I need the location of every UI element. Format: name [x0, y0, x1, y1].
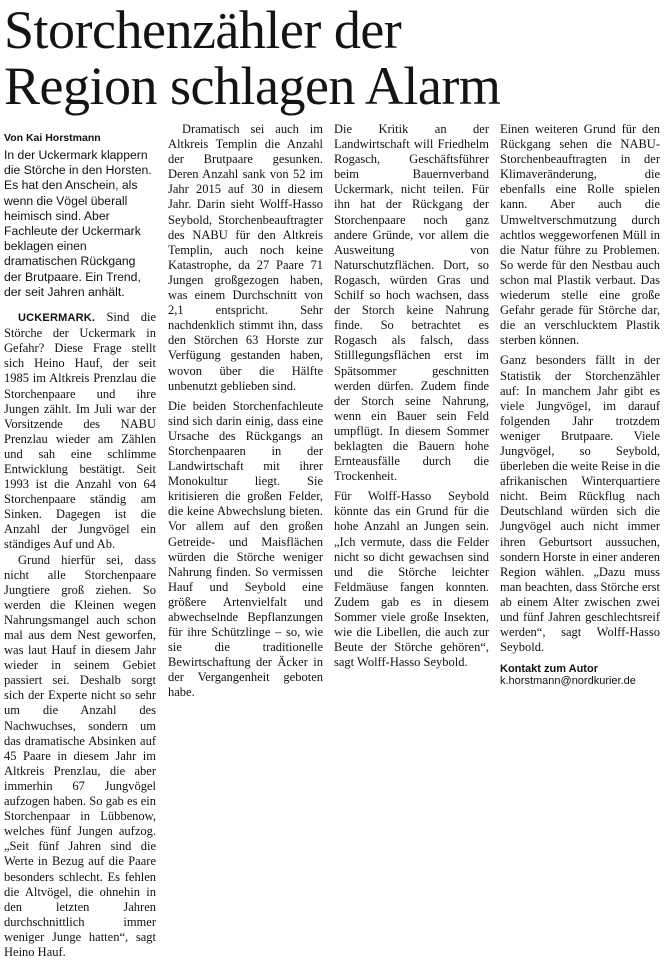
byline: Von Kai Horstmann: [4, 132, 101, 144]
column-2: [168, 122, 323, 718]
headline: [4, 0, 663, 114]
column-4: [500, 122, 660, 718]
intro-teaser: In der Uckermark klappern die Störche in den Horsten. Es hat den Anschein, als wenn die Vögel überall heimisch sind. Aber Fachleute der Uckermark beklagen einen dramatischen Rückgang der Brutpaare. Ein Trend, der seit Jahren anhält.: [4, 148, 152, 299]
contact-title: Kontakt zum Autor: [500, 663, 598, 676]
author-email-link[interactable]: k.horstmann@nordkurier.de: [500, 675, 636, 688]
article-body: [4, 122, 663, 959]
headline-line-1: Storchenzähler der: [4, 0, 402, 60]
paragraph: Grund hierfür sei, dass nicht alle Storchenpaare Jungtiere groß ziehen. So werden die Kleinen wegen Nahrungsmangel auch schon mal aus dem Nest geworfen, was laut Hauf in diesem Jahr wieder in seinem Gebiet passiert sei. Deshalb sorgt sich der Experte nicht so sehr um die Anzahl des Nachwuchses, sondern um das dramatische Absinken auf 45 Paare in diesem Jahr im Altkreis Prenzlau, die aber immerhin 67 Jungvögel aufzogen haben. So gab es ein Storchenpaar in Lübbenow, welches fünf Jungen aufzog. „Seit fünf Jahren sind die Werte in Bezug auf die Paare besonders schlecht. Es fehlen die Altvögel, die ohnehin in den letzten Jahren durchschnittlich immer weniger Junge hatten“, sagt Heino Hauf.: [4, 552, 156, 959]
paragraph: Einen weiteren Grund für den Rückgang sehen die NABU-Storchenbeauftragten in der Klimaveränderung, die ebenfalls eine Rolle spielen kann. Aber auch die Umweltverschmutzung durch achtlos weggeworfenen Müll in die Natur führe zu Problemen. So werde für den Nestbau auch schon mal Plastik verbaut. Das wiederum stelle eine große Gefahr gerade für Störche dar, die an verschlucktem Plastik sterben können.: [500, 122, 660, 348]
dateline: UCKERMARK.: [18, 312, 96, 325]
paragraph: Die Kritik an der Landwirtschaft will Friedhelm Rogasch, Geschäftsführer beim Bauernverband Uckermark, nicht teilen. Für ihn hat der Rückgang der Storchenpaare noch ganz andere Gründe, vor allem die Ausweitung von Naturschutzflächen. Dort, so Rogasch, würden Gras und Schilf so hoch wachsen, dass der Storch keine Nahrung finde. So betrachtet es Rogasch als falsch, dass Stilllegungsflächen erst im Spätsommer geschnitten werden dürfen. Zudem finde der Storch seine Nahrung, wenn ein Bauer sein Feld umpflügt. In diesem Sommer beklagten die Bauern hohe Ernteausfälle durch die Trockenheit.: [334, 122, 489, 484]
paragraph: Ganz besonders fällt in der Statistik der Storchenzähler auf: In manchem Jahr gibt es viele Jungvögel, im darauf folgenden Jahr trotzdem weniger Brutpaare. Viele Jungvögel, so Seybold, überleben die weite Reise in die afrikanischen Winterquartiere nicht. Beim Rückflug nach Deutschland würden sich die Jungvögel auch nicht immer ihren Geburtsort aussuchen, sondern Horste in einer anderen Region wählen. „Dazu muss man beachten, dass Störche erst ab einem Alter zwischen zwei und fünf Jahren geschlechtsreif werden“, sagt Wolff-Hasso Seybold.: [500, 353, 661, 655]
column-3: [334, 122, 489, 718]
headline-line-2: Region schlagen Alarm: [4, 56, 501, 116]
paragraph-text: Sind die Störche der Uckermark in Gefahr? Diese Frage stellt sich Heino Hauf, der seit 1985 im Altkreis Prenzlau die Storchenpaare und ihre Jungen zählt. Im Juli war der Vorsitzende des NABU Prenzlau wieder am Zählen und sah eine schlimme Entwicklung bestätigt. Seit 1993 ist die Anzahl von 64 Storchenpaare ständig am Sinken. Dagegen ist die Anzahl der Jungvögel ein ständiges Auf und Ab.: [4, 310, 156, 552]
paragraph: [4, 310, 156, 553]
paragraph: Für Wolff-Hasso Seybold könnte das ein Grund für die hohe Anzahl an Jungen sein. „Ich vermute, dass die Felder nicht so dicht gewachsen sind und die Störche leichter Feldmäuse fangen konnten. Zudem gab es in diesem Sommer viele große Insekten, wie die Libellen, die auch zur Beute der Störche gehören“, sagt Wolff-Hasso Seybold.: [334, 489, 489, 670]
paragraph: Die beiden Storchenfachleute sind sich darin einig, dass eine Ursache des Rückgangs an Storchenpaaren in der Landwirtschaft mit ihrer Monokultur liegt. Sie kritisieren die großen Felder, die keine Abwechslung bieten. Vor allem auf den großen Getreide- und Maisflächen würden die Störche weniger Nahrung finden. So vermissen Hauf und Seybold eine größere Artenvielfalt und abwechselnde Bepflanzungen für ihre Schützlinge – so, wie sie die traditionelle Bewirtschaftung der Äcker in der Vergangenheit geboten habe.: [168, 398, 323, 700]
paragraph: Dramatisch sei auch im Altkreis Templin die Anzahl der Brutpaare gesunken. Deren Anzahl sank von 52 im Jahr 2015 auf 30 in diesem Jahr. Darin sieht Wolff-Hasso Seybold, Storchenbeauftragter des NABU für den Altkreis Templin, auch noch keine Katastrophe, da 27 Paare 71 Jungen großgezogen haben, was einem Durchschnitt von 2,1 entspricht. Sehr nachdenklich stimmt ihn, dass den Störchen 63 Horste zur Verfügung gestanden haben, wovon über die Hälfte unbenutzt geblieben sind.: [168, 122, 323, 393]
column-1: [4, 122, 156, 959]
